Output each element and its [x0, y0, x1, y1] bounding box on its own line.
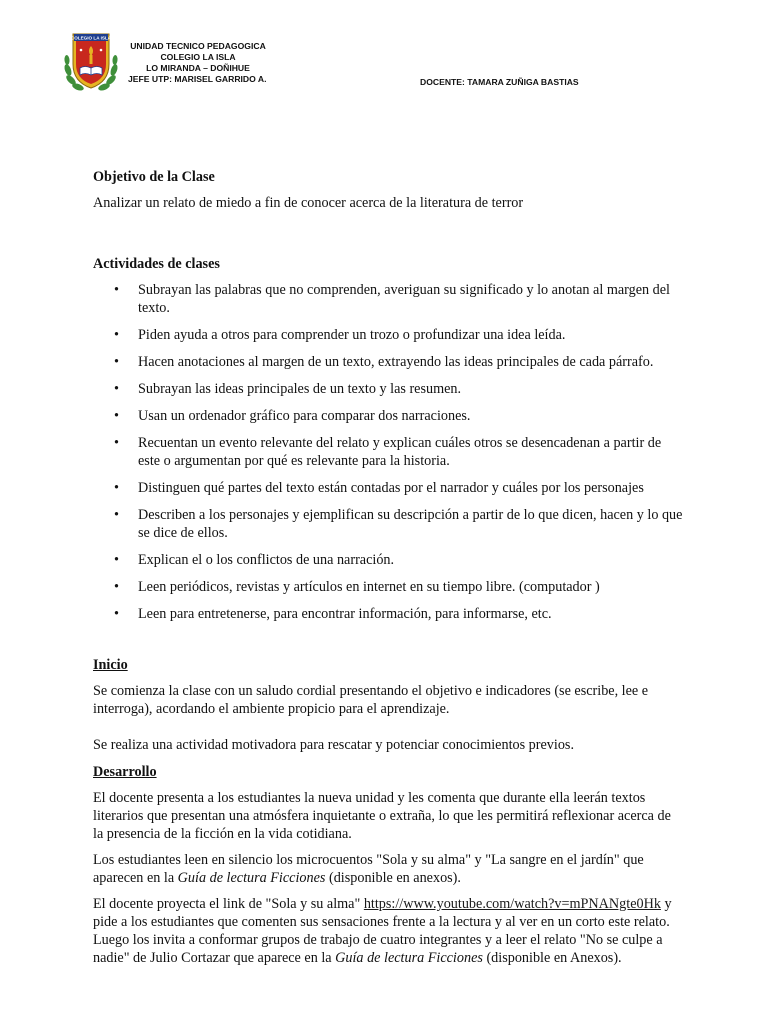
list-item: [93, 326, 683, 344]
list-item-text: Recuentan un evento relevante del relato y explican cuáles otros se desencadenan a partir de este o argumentan por qué es relevante para la historia.: [138, 435, 662, 469]
bullet-icon: •: [114, 507, 119, 523]
list-item-text: Distinguen qué partes del texto están contadas por el narrador y cuáles por los personajes: [138, 480, 644, 496]
bullet-icon: •: [114, 480, 119, 496]
desarrollo-title: Desarrollo: [93, 764, 157, 780]
bullet-icon: •: [114, 354, 119, 370]
guide-title: Guía de lectura Ficciones: [177, 870, 326, 886]
actividades-title: Actividades de clases: [93, 256, 220, 272]
guide-title: Guía de lectura Ficciones: [335, 950, 483, 966]
desarrollo-paragraph-1: El docente presenta a los estudiantes la nueva unidad y les comenta que durante ella leerán textos literarios que presentan una atmósfera inquietante o extraña, lo que les permitirá reflexionar acerca de la presencia de la ficción en la vida cotidiana.: [93, 790, 671, 842]
inicio-paragraph-2: Se realiza una actividad motivadora para rescatar y potenciar conocimientos previos.: [93, 737, 574, 753]
list-item-text: Leen para entretenerse, para encontrar información, para informarse, etc.: [138, 606, 552, 622]
school-unit: UNIDAD TECNICO PEDAGOGICA: [130, 41, 266, 51]
desarrollo-paragraph-3: [93, 895, 683, 967]
objetivo-title: Objetivo de la Clase: [93, 169, 215, 185]
desarrollo-paragraph-2: [93, 851, 683, 887]
paragraph-text: (disponible en anexos).: [325, 870, 461, 886]
school-crest-logo: [62, 30, 120, 94]
list-item: [93, 479, 683, 497]
list-item-text: Subrayan las ideas principales de un texto y las resumen.: [138, 381, 462, 397]
bullet-icon: •: [114, 282, 119, 298]
bullet-icon: •: [114, 327, 119, 343]
bullet-icon: •: [114, 408, 119, 424]
school-info-block: [128, 41, 268, 85]
inicio-paragraph-1: Se comienza la clase con un saludo cordial presentando el objetivo e indicadores (se escribe, lee e interroga), acordando el ambiente propicio para el aprendizaje.: [93, 683, 649, 717]
list-item: [93, 506, 683, 542]
paragraph-text: (disponible en Anexos).: [482, 950, 622, 966]
list-item: [93, 353, 683, 371]
list-item-text: Usan un ordenador gráfico para comparar dos narraciones.: [138, 408, 471, 424]
list-item: [93, 407, 683, 425]
paragraph-text: Los estudiantes leen en silencio los microcuentos "Sola y su alma" y "La sangre en el jardín" que aparecen en la: [93, 852, 644, 886]
list-item-text: Describen a los personajes y ejemplifican su descripción a partir de lo que dicen, hacen y lo que se dice de ellos.: [138, 507, 683, 541]
list-item: [93, 434, 683, 470]
bullet-icon: •: [114, 381, 119, 397]
school-location: LO MIRANDA – DOÑIHUE: [146, 63, 250, 73]
school-name: COLEGIO LA ISLA: [160, 52, 236, 62]
jefe-utp: JEFE UTP: MARISEL GARRIDO A.: [128, 74, 267, 84]
paragraph-text: El docente proyecta el link de "Sola y su alma": [93, 896, 364, 912]
youtube-link[interactable]: https://www.youtube.com/watch?v=mPNANgte0Hk: [363, 896, 661, 912]
bullet-icon: •: [114, 552, 119, 568]
list-item: [93, 578, 683, 596]
list-item: [93, 551, 683, 569]
list-item: [93, 380, 683, 398]
list-item-text: Subrayan las palabras que no comprenden, averiguan su significado y lo anotan al margen del texto.: [138, 282, 670, 316]
list-item-text: Piden ayuda a otros para comprender un trozo o profundizar una idea leída.: [138, 327, 566, 343]
list-item: [93, 605, 683, 623]
bullet-icon: •: [114, 606, 119, 622]
list-item: [93, 281, 683, 317]
bullet-icon: •: [114, 579, 119, 595]
crest-banner-text: COLEGIO LA ISLA: [70, 35, 112, 41]
docente-label: DOCENTE: TAMARA ZUÑIGA BASTIAS: [420, 77, 579, 87]
objetivo-text: Analizar un relato de miedo a fin de conocer acerca de la literatura de terror: [93, 195, 524, 211]
bullet-icon: •: [114, 435, 119, 451]
list-item-text: Hacen anotaciones al margen de un texto, extrayendo las ideas principales de cada párrafo.: [138, 354, 654, 370]
list-item-text: Explican el o los conflictos de una narración.: [138, 552, 395, 568]
list-item-text: Leen periódicos, revistas y artículos en internet en su tiempo libre. (computador ): [138, 579, 600, 595]
actividades-list: [93, 281, 683, 623]
paragraph-text: y pide a los estudiantes que comenten sus sensaciones frente a la lectura y al ver en un corto este relato. Luego los invita a conformar grupos de trabajo de cuatro integrantes y a leer el relato "No se culpe a nadie" de Julio Cortazar que aparece en la: [93, 896, 672, 966]
inicio-title: Inicio: [93, 657, 128, 673]
document-body: [93, 168, 683, 967]
